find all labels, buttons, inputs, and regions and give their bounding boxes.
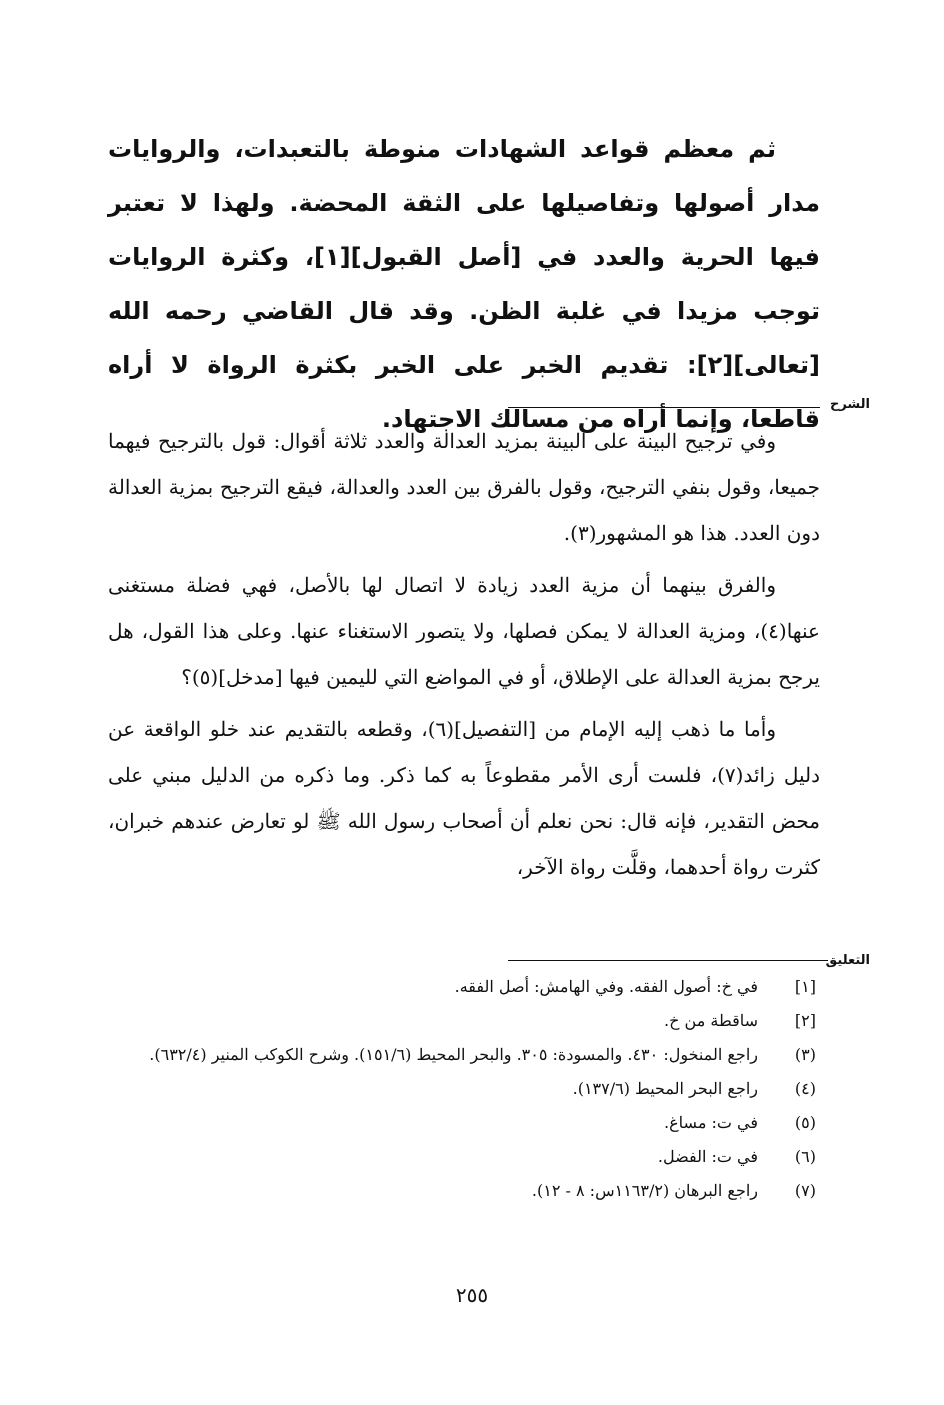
commentary-text [108, 418, 820, 890]
commentary-paragraph: والفرق بينهما أن مزية العدد زيادة لا اتصال لها بالأصل، فهي فضلة مستغنى عنها(٤)، ومزية العدالة لا يمكن فصلها، ولا يتصور الاستغناء عنها. وعلى هذا القول، هل يرجح بمزية العدالة على الإطلاق، أو في المواضع التي لليمين فيها [مدخل](٥)؟ [108, 573, 820, 689]
footnote [108, 1004, 820, 1038]
footnote-number: (٦) [794, 1147, 816, 1166]
notes-label: التعليق [825, 953, 870, 968]
footnote [108, 1174, 820, 1208]
footnote-number: (٤) [794, 1079, 816, 1098]
main-text [108, 122, 820, 446]
footnote [108, 1072, 820, 1106]
footnote-text: في خ: أصول الفقه. وفي الهامش: أصل الفقه. [454, 977, 758, 996]
commentary-label: الشرح [829, 397, 870, 412]
footnote-number: [١] [794, 977, 816, 996]
footnote-text: راجع البحر المحيط (١٣٧/٦). [572, 1079, 758, 1098]
footnote [108, 1106, 820, 1140]
footnote [108, 1140, 820, 1174]
page-number: ٢٥٥ [455, 1283, 489, 1307]
footnote-text: في ت: مساغ. [664, 1113, 758, 1132]
footnote-text: ساقطة من خ. [664, 1011, 758, 1030]
footnote [108, 970, 820, 1004]
footnote-number: (٥) [794, 1113, 816, 1132]
commentary-paragraph: وأما ما ذهب إليه الإمام من [التفصيل](٦)، وقطعه بالتقديم عند خلو الواقعة عن دليل زائد(٧)، فلست أرى الأمر مقطوعاً به كما ذكر. وما ذكره من الدليل مبني على محض التقدير، فإنه قال: نحن نعلم أن أصحاب رسول الله ﷺ لو تعارض عندهم خبران، كثرت رواة أحدهما، وقلَّت رواة الآخر، [108, 717, 821, 879]
footnote-number: [٢] [794, 1011, 816, 1030]
footnotes [108, 970, 820, 1208]
footnote-text: راجع البرهان (١١٦٣/٢س: ٨ - ١٢). [531, 1181, 758, 1200]
footnote-text: راجع المنخول: ٤٣٠. والمسودة: ٣٠٥. والبحر المحيط (١٥١/٦). وشرح الكوكب المنير (٦٣٢/٤). [149, 1045, 758, 1064]
footnote-text: في ت: الفضل. [657, 1147, 758, 1166]
footnote [108, 1038, 820, 1072]
notes-divider [508, 960, 828, 961]
commentary-paragraph: وفي ترجيح البينة على البينة بمزيد العدالة والعدد ثلاثة أقوال: قول بالترجيح فيهما جميعا، وقول بنفي الترجيح، وقول بالفرق بين العدد والعدالة، فيقع الترجيح بمزية العدالة دون العدد. هذا هو المشهور(٣). [108, 429, 820, 545]
commentary-divider [508, 407, 820, 408]
main-paragraph: ثم معظم قواعد الشهادات منوطة بالتعبدات، والروايات مدار أصولها وتفاصيلها على الثقة المحضة. ولهذا لا تعتبر فيها الحرية والعدد في [أصل القبول][١]، وكثرة الروايات توجب مزيدا في غلبة الظن. وقد قال القاضي رحمه الله [تعالى][٢]: تقديم الخبر على الخبر بكثرة الرواة لا أراه قاطعا، وإنما أراه من مسالك الاجتهاد. [108, 135, 820, 433]
footnote-number: (٧) [794, 1181, 816, 1200]
footnote-number: (٣) [794, 1045, 816, 1064]
